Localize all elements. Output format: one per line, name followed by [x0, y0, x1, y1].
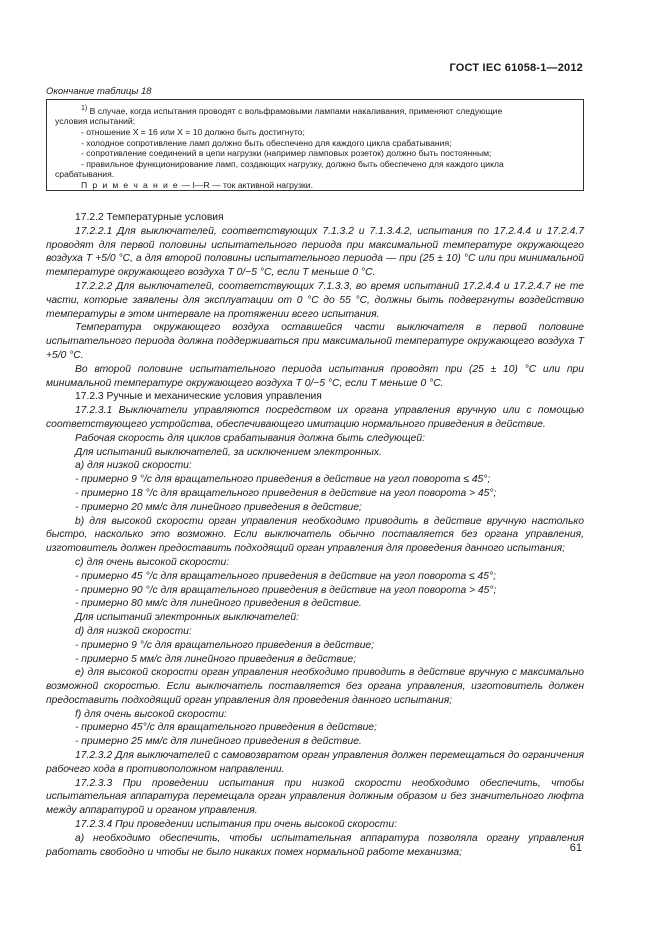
- paragraph-ambient-second-half: Во второй половине испытательного периода испытания проводят при (25 ± 10) °C или при минимальной температуре окружающего воздуха T 0/−5 °C, если T меньше 0 °C.: [46, 363, 584, 389]
- section-heading-17-2-2: 17.2.2 Температурные условия: [75, 212, 224, 223]
- footnote-item-3: - сопротивление соединений в цепи нагрузки (например ламповых розеток) должно быть постоянным;: [81, 148, 492, 159]
- remark-label: П р и м е ч а н и е: [81, 180, 180, 191]
- list-item-f: f) для очень высокой скорости:: [75, 708, 227, 720]
- document-body: [46, 211, 584, 859]
- footnote-item-4a: - правильное функционирование ламп, создающих нагрузку, должно быть обеспечено для каждого цикла: [81, 158, 504, 169]
- list-item-a: a) для низкой скорости:: [75, 460, 192, 472]
- footnote-item-4b: срабатывания.: [55, 169, 115, 180]
- footnote-item-1: - отношение X = 16 или X = 10 должно быть достигнуто;: [81, 127, 305, 138]
- list-dash-c3: - примерно 80 мм/с для линейного приведения в действие.: [75, 598, 362, 610]
- list-item-a-high-speed: a) необходимо обеспечить, чтобы испытательная аппаратура позволяла органу управления работать свободно и чтобы не было никаких помех нормальной работе механизма;: [46, 832, 584, 858]
- paragraph-non-electronic: Для испытаний выключателей, за исключением электронных.: [75, 446, 382, 458]
- clause-17-2-3-2: 17.2.3.2 Для выключателей с самовозвратом орган управления должен перемещаться до ограничения рабочего хода в противоположном направлении.: [46, 750, 584, 775]
- footnote-item-2: - холодное сопротивление ламп должно быть обеспечено для каждого цикла срабатывания;: [81, 137, 452, 148]
- footnote-intro-a: В случае, когда испытания проводят с вольфрамовыми лампами накаливания, применяют следующие: [87, 105, 503, 116]
- list-item-b: b) для высокой скорости орган управления необходимо приводить в действие вручную настолько быстро, насколько это возможно. Если выключатель обычно поставляется без органа управления, изготовитель должен предоставить подходящий орган управления для проведения данного испытания;: [46, 515, 584, 555]
- clause-17-2-3-4: 17.2.3.4 При проведении испытания при очень высокой скорости:: [75, 819, 397, 831]
- list-dash-a2: - примерно 18 °/с для вращательного приведения в действие на угол поворота > 45°;: [75, 487, 497, 499]
- list-dash-c2: - примерно 90 °/с для вращательного приведения в действие на угол поворота > 45°;: [75, 584, 497, 596]
- footnote-remark: [55, 180, 575, 191]
- page-number: 61: [569, 842, 582, 854]
- footnote-mark: 1): [81, 105, 88, 112]
- clause-17-2-3-1: 17.2.3.1 Выключатели управляются посредством их органа управления вручную или с помощью соответствующего устройства, обеспечивающего имитацию нормального приведения в действие.: [46, 405, 584, 430]
- footnote-intro-b: условия испытаний:: [55, 116, 136, 127]
- list-item-e: e) для высокой скорости орган управления необходимо приводить в действие вручную с максимально возможной скоростью. Если выключатель поставляется без органа управления, изготовитель должен предоставить подходящий орган управления для проведения данного испытания;: [46, 667, 584, 706]
- clause-17-2-3-3: 17.2.3.3 При проведении испытания при низкой скорости необходимо обеспечить, чтобы испытательная аппаратура перемещала орган управления должным образом и без значительного люфта между аппаратурой и органом управления.: [46, 777, 584, 817]
- paragraph-electronic: Для испытаний электронных выключателей:: [75, 612, 299, 624]
- clause-17-2-2-2: 17.2.2.2 Для выключателей, соответствующих 7.1.3.3, во время испытаний 17.2.4.4 и 17.2.4.7 не те части, которые заявлены для эксплуатации от 0 °C до 55 °C, должны быть подвергнуты воздействию температуры в этом интервале на протяжении всего испытания.: [46, 280, 584, 320]
- footnote-intro: [55, 104, 575, 116]
- list-dash-f2: - примерно 25 мм/с для линейного приведения в действие.: [75, 736, 362, 748]
- list-dash-d1: - примерно 9 °/с для вращательного приведения в действие;: [75, 639, 375, 651]
- section-heading-17-2-3: 17.2.3 Ручные и механические условия управления: [75, 391, 322, 403]
- table-footnote-box: [46, 99, 584, 191]
- table-continuation-caption: Окончание таблицы 18: [46, 86, 152, 97]
- list-dash-d2: - примерно 5 мм/с для линейного приведения в действие;: [75, 653, 357, 665]
- remark-text: — I—R — ток активной нагрузки.: [179, 180, 313, 191]
- list-item-d: d) для низкой скорости:: [75, 625, 192, 637]
- list-dash-a1: - примерно 9 °/с для вращательного приведения в действие на угол поворота ≤ 45°;: [75, 474, 491, 486]
- document-id-header: ГОСТ IEC 61058-1—2012: [449, 62, 583, 74]
- paragraph-operating-speed: Рабочая скорость для циклов срабатывания должна быть следующей:: [75, 432, 425, 444]
- list-dash-f1: - примерно 45°/с для вращательного приведения в действие;: [75, 722, 377, 734]
- paragraph-ambient-first-half: Температура окружающего воздуха оставшейся части выключателя в первой половине испытательного периода должна поддерживаться при максимальной температуре окружающего воздуха T +5/0 °C.: [46, 322, 584, 361]
- list-dash-a3: - примерно 20 мм/с для линейного приведения в действие;: [75, 501, 362, 513]
- clause-17-2-2-1: 17.2.2.1 Для выключателей, соответствующих 7.1.3.2 и 7.1.3.4.2, испытания по 17.2.4.4 и 17.2.4.7 проводят для первой половины испытательного периода при максимальной температуре окружающего воздуха T +5/0 °C, а для второй половины испытательного периода — при (25 ± 10) °C или при минимальной температуре окружающего воздуха T 0/−5 °C, если T меньше 0 °C.: [46, 225, 584, 279]
- list-item-c: c) для очень высокой скорости:: [75, 556, 230, 568]
- list-dash-c1: - примерно 45 °/с для вращательного приведения в действие на угол поворота ≤ 45°;: [75, 570, 496, 582]
